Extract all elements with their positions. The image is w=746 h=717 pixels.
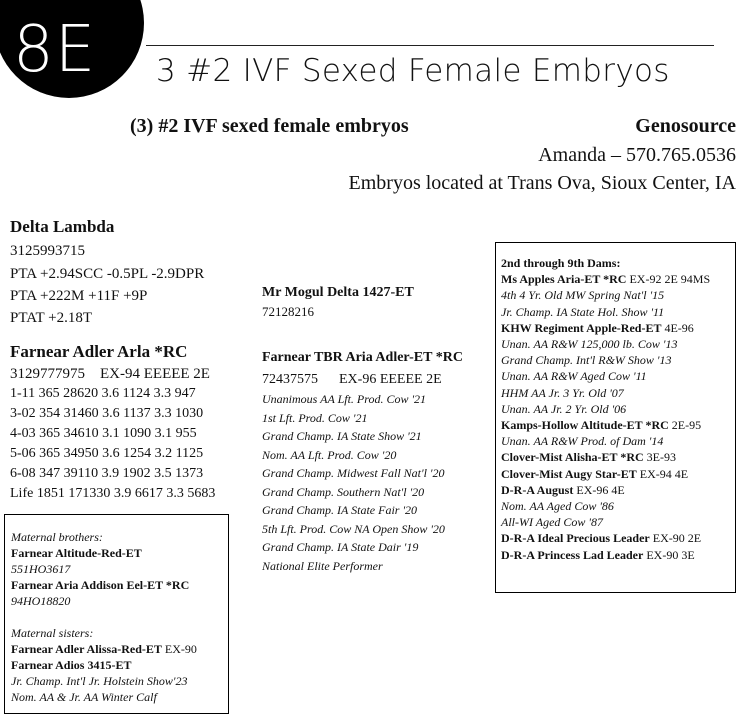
dam-entry-honor: Unan. AA R&W 125,000 lb. Cow '13: [501, 337, 678, 352]
dam-entry: [501, 271, 730, 287]
dam-entry-honor: Nom. AA Aged Cow '86: [501, 499, 614, 514]
sister-name: Farnear Adler Alissa-Red-ET: [11, 642, 162, 656]
dam-record: 6-08 347 39110 3.9 1902 3.5 1373: [10, 466, 204, 481]
dam-entry: [501, 449, 730, 465]
lot-title: 3 #2 IVF Sexed Female Embryos: [156, 53, 670, 89]
granddam-honor: National Elite Performer: [262, 558, 383, 573]
dam-entry-name: D-R-A August: [501, 482, 574, 497]
embryo-location: Embryos located at Trans Ova, Sioux Center, IA: [348, 172, 736, 194]
brother-name: Farnear Aria Addison Eel-ET *RC: [11, 578, 190, 592]
title-rule: [146, 45, 714, 46]
granddam-reg-line: 72437575 EX-96 EEEEE 2E: [262, 372, 442, 387]
dam-entry-name: D-R-A Princess Lad Leader: [501, 547, 644, 562]
granddam-honor: 1st Lft. Prod. Cow '21: [262, 410, 368, 425]
dam-entry-name: D-R-A Ideal Precious Leader: [501, 531, 650, 546]
granddam-honor: Unanimous AA Lft. Prod. Cow '21: [262, 392, 427, 406]
dam-entry-score: EX-96 4E: [573, 482, 625, 497]
dam-entry-name: Kamps-Hollow Altitude-ET *RC: [501, 418, 669, 433]
brother-code: 94HO18820: [11, 594, 71, 608]
maternal-sire-reg: 72128216: [262, 304, 314, 319]
dam-entry-honor: Unan. AA R&W Aged Cow '11: [501, 369, 647, 384]
dam-record: 5-06 365 34950 3.6 1254 3.2 1125: [10, 446, 204, 461]
sire-pta-2: PTA +222M +11F +9P: [10, 288, 148, 304]
dam-entry: [501, 320, 730, 336]
dam-entry-score: EX-94 4E: [636, 466, 689, 481]
maternal-sisters-label: Maternal sisters:: [11, 626, 94, 640]
dam-name: Farnear Adler Arla *RC: [10, 342, 188, 361]
dam-entry-score: EX-92 2E 94MS: [626, 272, 711, 287]
dam-record: 3-02 354 31460 3.6 1137 3.3 1030: [10, 406, 204, 421]
granddam-honors: [262, 390, 445, 575]
granddam-honor: Grand Champ. IA State Fair '20: [262, 503, 418, 517]
sister-honor: Jr. Champ. Int'l Jr. Holstein Show'23: [11, 674, 188, 688]
sire-ptat: PTAT +2.18T: [10, 310, 92, 326]
dam-records: [10, 384, 215, 504]
dam-entry-name: Clover-Mist Alisha-ET *RC: [501, 450, 644, 465]
dam-entry-name: Ms Apples Aria-ET *RC: [501, 272, 627, 287]
lot-subtitle: (3) #2 IVF sexed female embryos: [130, 115, 409, 137]
dam-entry-score: EX-90 3E: [643, 547, 695, 562]
sister-name: Farnear Adios 3415-ET: [11, 658, 132, 672]
dam-entry-name: KHW Regiment Apple-Red-ET: [501, 320, 662, 335]
dam-entry-score: 2E-95: [668, 418, 702, 433]
consignor-name: Genosource: [635, 115, 736, 137]
dam-entry-honor: 4th 4 Yr. Old MW Spring Nat'l '15: [501, 288, 665, 303]
brother-name: Farnear Altitude-Red-ET: [11, 546, 142, 560]
brother-code: 551HO3617: [11, 562, 71, 576]
dam-entry-honor: Grand Champ. Int'l R&W Show '13: [501, 353, 672, 368]
dam-entry-honor: Jr. Champ. IA State Hol. Show '11: [501, 304, 665, 319]
sire-name: Delta Lambda: [10, 217, 115, 236]
sister-score: EX-90: [161, 642, 197, 656]
dams-box-heading: 2nd through 9th Dams:: [501, 256, 621, 270]
sire-reg: 3125993715: [10, 243, 85, 259]
dam-entry: [501, 482, 730, 498]
granddam-honor: 5th Lft. Prod. Cow NA Open Show '20: [262, 521, 445, 536]
dam-entry-honor: Unan. AA R&W Prod. of Dam '14: [501, 434, 664, 449]
lot-number: 8E: [13, 13, 97, 87]
maternal-brothers-label: Maternal brothers:: [11, 530, 103, 544]
maternal-sire-name: Mr Mogul Delta 1427-ET: [262, 285, 414, 300]
granddam-name: Farnear TBR Aria Adler-ET *RC: [262, 350, 463, 365]
dam-entry: [501, 530, 730, 546]
granddam-honor: Grand Champ. IA State Dair '19: [262, 540, 419, 554]
dam-entry: [501, 417, 730, 433]
dam-entry-honor: HHM AA Jr. 3 Yr. Old '07: [501, 385, 624, 400]
dam-record: 1-11 365 28620 3.6 1124 3.3 947: [10, 386, 196, 401]
dam-entry-score: 4E-96: [661, 320, 694, 335]
sister-honor: Nom. AA & Jr. AA Winter Calf: [11, 690, 157, 704]
dam-entry-name: Clover-Mist Augy Star-ET: [501, 466, 637, 481]
dam-record-lifetime: Life 1851 171330 3.9 6617 3.3 5683: [10, 486, 216, 501]
dam-entry-score: EX-90 2E: [649, 531, 702, 546]
spacer: [11, 609, 222, 625]
dam-record: 4-03 365 34610 3.1 1090 3.1 955: [10, 426, 197, 441]
dam-entry-honor: Unan. AA Jr. 2 Yr. Old '06: [501, 401, 627, 416]
dam-entry: [501, 547, 730, 563]
dams-box: [495, 242, 736, 593]
consignor-contact: Amanda – 570.765.0536: [538, 144, 736, 166]
dam-entry: [501, 466, 730, 482]
granddam-honor: Grand Champ. Midwest Fall Nat'l '20: [262, 466, 445, 480]
dam-entry-score: 3E-93: [643, 450, 676, 465]
dam-reg-line: 3129777975 EX-94 EEEEE 2E: [10, 366, 210, 382]
granddam-honor: Grand Champ. Southern Nat'l '20: [262, 484, 425, 499]
sire-pta-1: PTA +2.94SCC -0.5PL -2.9DPR: [10, 266, 205, 282]
maternal-siblings-box: [4, 514, 229, 714]
granddam-honor: Grand Champ. IA State Show '21: [262, 429, 422, 443]
sister-entry: [11, 641, 222, 657]
granddam-honor: Nom. AA Lft. Prod. Cow '20: [262, 447, 397, 462]
dam-entry-honor: All-WI Aged Cow '87: [501, 515, 603, 530]
